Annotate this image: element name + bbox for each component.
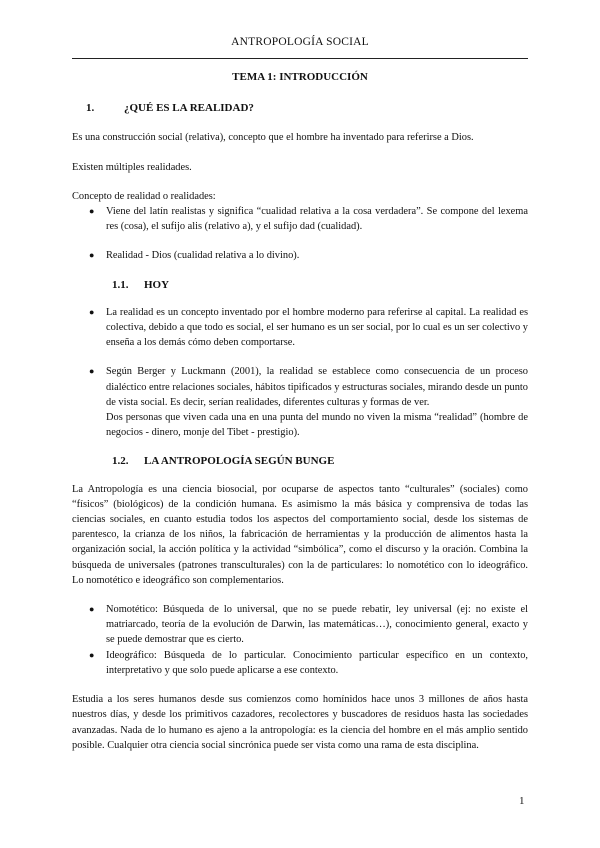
section-1-2-bullet-list [72, 602, 528, 678]
section-1-paragraph-3: Concepto de realidad o realidades: [72, 190, 216, 202]
section-1-2-title: LA ANTROPOLOGÍA SEGÚN BUNGE [144, 455, 335, 468]
bullet-icon: ● [89, 306, 95, 317]
section-1-title: ¿QUÉ ES LA REALIDAD? [124, 102, 254, 115]
section-1-paragraph-2: Existen múltiples realidades. [72, 161, 192, 173]
chapter-title: TEMA 1: INTRODUCCIÓN [232, 71, 368, 83]
section-1-2-number: 1.2. [112, 455, 129, 468]
bullet-icon: ● [89, 604, 95, 615]
list-item: ● Viene del latín realistas y significa “cualidad relativa a la cosa verdadera”. Se compone del lexema res (cosa), el sufijo alis (relativo a), y el sufijo dad (cualidad). [89, 206, 528, 233]
list-item: ● Nomotético: Búsqueda de lo universal, que no se puede rebatir, ley universal (ej: no existe el matriarcado, teoría de la evolución de Darwin, las matemáticas…), conocimiento general, exacto y se puede demostrar que es cierto. [89, 604, 528, 646]
list-item: ● Realidad - Dios (cualidad relativa a lo divino). [72, 248, 528, 263]
section-1-1-heading [72, 278, 528, 293]
section-1-heading [72, 101, 528, 116]
section-1-1-number: 1.1. [112, 278, 129, 291]
bullet-continuation: Dos personas que viven cada una en una punta del mundo no viven la misma “realidad” (hombre de negocios - dinero, monje del Tibet - prestigio). [106, 412, 528, 439]
list-item: ● Según Berger y Luckmann (2001), la realidad se establece como consecuencia de un proceso dialéctico entre relaciones sociales, hábitos tipificados y estructuras sociales, mirando desde un punto de vista social. Es decir, serían realidades, diferentes culturas y formas de ver. Dos personas que viven cada una en una punta del mundo no viven la misma “realidad” (hombre de negocios - dinero, monje del Tibet - prestigio). [89, 366, 528, 439]
section-1-1-title: HOY [144, 278, 170, 291]
list-item: ● La realidad es un concepto inventado por el hombre moderno para referirse al capital. La realidad es colectiva, debido a que todo es social, el ser humano es un ser social, por lo cual es un ser colectivo y enseña a los demás cómo deben comportarse. [89, 306, 528, 349]
page-content [72, 70, 528, 767]
bullet-icon: ● [89, 649, 95, 660]
section-1-2-heading [72, 454, 528, 469]
running-header: ANTROPOLOGÍA SOCIAL [231, 36, 369, 48]
section-1-2-paragraph-2: Estudia a los seres humanos desde sus comienzos como homínidos hace unos 3 millones de años hasta nuestros días, y desde los primitivos cazadores, recolectores y buscadores de residuos hasta las sociedades avanzadas. Nada de lo humano es ajeno a la antropología: es la ciencia del hombre en el más amplio sentido posible. Cualquier otra ciencia social sincrónica puede ser vista como una rama de esta disciplina. [72, 694, 528, 751]
bullet-icon: ● [89, 366, 95, 377]
page-number: 1 [519, 795, 525, 807]
list-item: ● Ideográfico: Búsqueda de lo particular. Conocimiento particular específico en un contexto, interpretativo y que solo puede aplicarse a ese contexto. [89, 649, 528, 676]
section-1-number: 1. [86, 102, 95, 115]
bullet-icon: ● [89, 206, 95, 217]
section-1-paragraph-1: Es una construcción social (relativa), concepto que el hombre ha inventado para referirse a Dios. [72, 132, 474, 144]
section-1-bullet-list [72, 204, 528, 264]
header-rule [72, 58, 528, 59]
section-1-1-bullet-list [72, 305, 528, 441]
bullet-icon: ● [89, 250, 95, 261]
section-1-2-paragraph-1: La Antropología es una ciencia biosocial, por ocuparse de aspectos tanto “culturales” (sociales) como “físicos” (biológicos) de la condición humana. Es asimismo la más básica y comprensiva de todas las ciencias sociales, en cuanto estudia todos los aspectos del comportamiento social, desde los sistemas de parentesco, la crianza de los niños, la fabricación de herramientas y la producción de alimentos hasta la organización social, la acción política y la actividad “simbólica”, como el discurso y la oración. Combina la búsqueda de universales (patrones transculturales) con la de particulares: lo nomotético con lo ideográfico. Lo nomotético e ideográfico son complementarios. [72, 483, 528, 586]
